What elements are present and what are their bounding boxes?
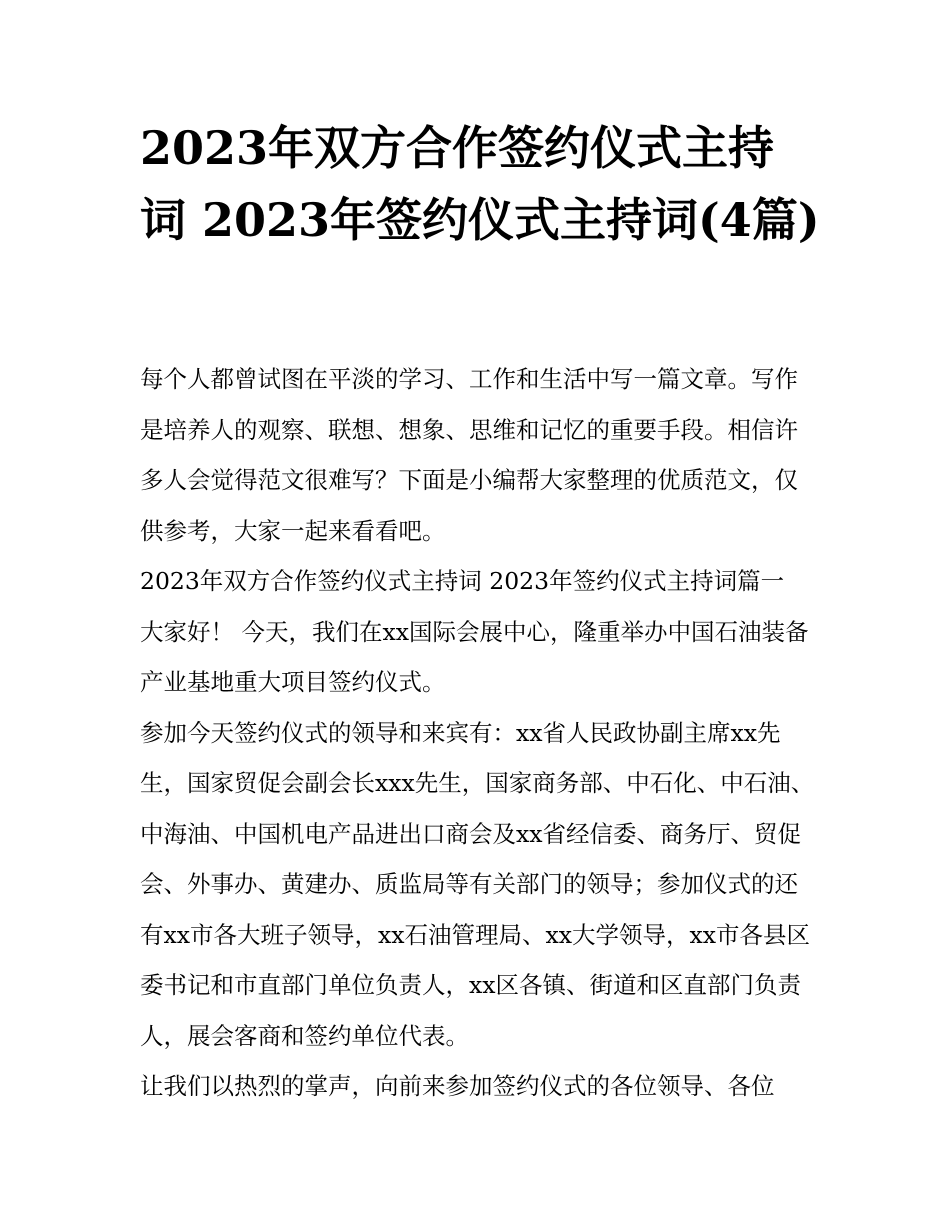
paragraph-section-heading: 2023年双方合作签约仪式主持词 2023年签约仪式主持词篇一	[140, 567, 785, 595]
paragraph-attendees: 参加今天签约仪式的领导和来宾有：xx省人民政协副主席xx先生，国家贸促会副会长xxx先生，国家商务部、中石化、中石油、中海油、中国机电产品进出口商会及xx省经信委、商务厅、贸促会、外事办、黄建办、质监局等有关部门的领导；参加仪式的还有xx市各大班子领导，xx石油管理局、xx大学领导，xx市各县区委书记和市直部门单位负责人，xx区各镇、街道和区直部门负责人，展会客商和签约单位代表。	[140, 718, 815, 1050]
paragraph-intro: 每个人都曾试图在平淡的学习、工作和生活中写一篇文章。写作是培养人的观察、联想、想象、思维和记忆的重要手段。相信许多人会觉得范文很难写？下面是小编帮大家整理的优质范文，仅供参考，大家一起来看看吧。	[140, 365, 798, 545]
document-title: 2023年双方合作签约仪式主持词 2023年签约仪式主持词(4篇)	[140, 121, 820, 247]
document-body	[140, 354, 815, 1112]
paragraph-greeting: 大家好！ 今天，我们在xx国际会展中心，隆重举办中国石油装备产业基地重大项目签约仪式。	[140, 617, 809, 696]
paragraph-applause: 让我们以热烈的掌声，向前来参加签约仪式的各位领导、各位	[140, 1072, 775, 1100]
